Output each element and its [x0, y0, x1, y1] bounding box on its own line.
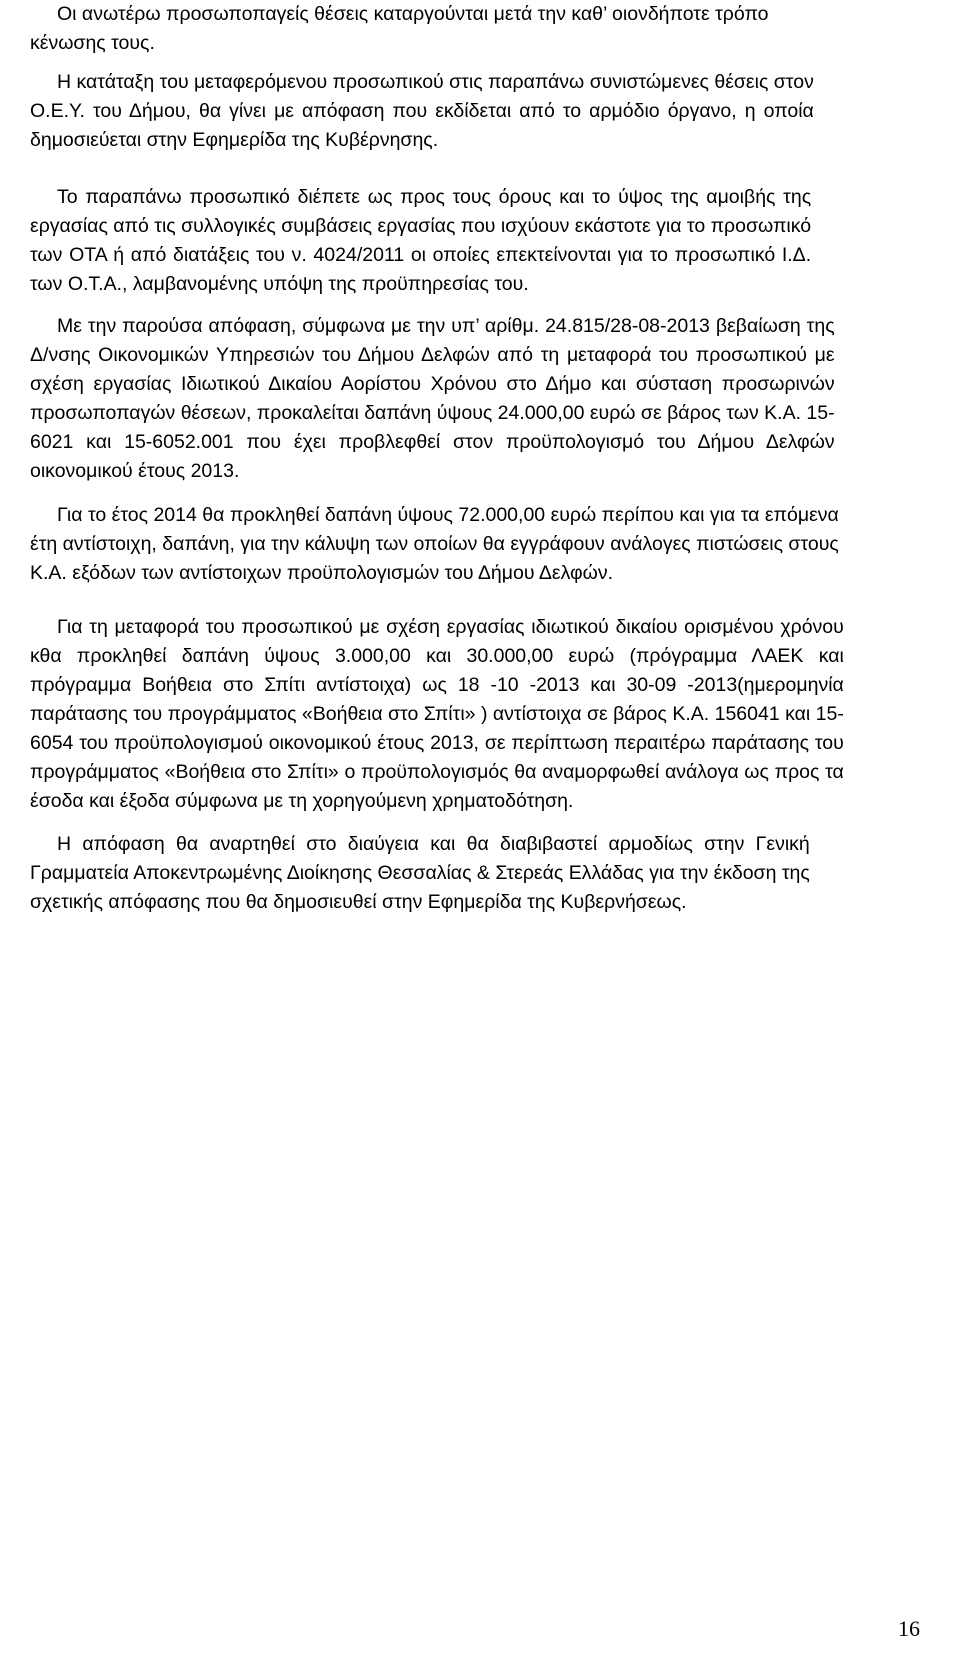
- paragraph-expenditure-2014: [30, 501, 839, 588]
- text-line: 6054 του προϋπολογισμού οικονομικού έτους 2013, σε περίπτωση περαιτέρω παράτασης του: [30, 732, 844, 754]
- paragraph-expenditure-2013: [30, 312, 835, 486]
- text-line: Η απόφαση θα αναρτηθεί στο διαύγεια και θα διαβιβαστεί αρμοδίως στην Γενική: [57, 833, 810, 855]
- text-line: προσωποπαγών θέσεων, προκαλείται δαπάνη ύψους 24.000,00 ευρώ σε βάρος των Κ.Α. 15-: [30, 402, 835, 424]
- text-line: έτη αντίστοιχη, δαπάνη, για την κάλυψη των οποίων θα εγγράφουν ανάλογες πιστώσεις στους: [30, 533, 839, 555]
- text-line: Για τη μεταφορά του προσωπικού με σχέση εργασίας ιδιωτικού δικαίου ορισμένου χρόνου: [57, 616, 844, 638]
- paragraph-employment-terms: [30, 183, 811, 299]
- text-line: Ο.Ε.Υ. του Δήμου, θα γίνει με απόφαση που εκδίδεται από το αρμόδιο όργανο, η οποία: [30, 100, 814, 122]
- text-line: προγράμματος «Βοήθεια στο Σπίτι» ο προϋπολογισμός θα αναμορφωθεί ανάλογα ως προς τα: [30, 761, 844, 783]
- page-number: 16: [898, 1616, 920, 1641]
- text-line: 6021 και 15-6052.001 που έχει προβλεφθεί στον προϋπολογισμό του Δήμου Δελφών: [30, 431, 835, 453]
- text-line: των Ο.Τ.Α., λαμβανομένης υπόψη της προϋπηρεσίας του.: [30, 273, 529, 295]
- text-line: Γραμματεία Αποκεντρωμένης Διοίκησης Θεσσαλίας & Στερεάς Ελλάδας για την έκδοση της: [30, 862, 810, 884]
- text-line: πρόγραμμα Βοήθεια στο Σπίτι αντίστοιχα) ως 18 -10 -2013 και 30-09 -2013(ημερομηνία: [30, 674, 844, 696]
- text-line: έσοδα και έξοδα σύμφωνα με τη χορηγούμενη χρηματοδότηση.: [30, 790, 574, 812]
- paragraph-publication: [30, 830, 810, 917]
- text-line: κθα προκληθεί δαπάνη ύψους 3.000,00 και 30.000,00 ευρώ (πρόγραμμα ΛΑΕΚ και: [30, 645, 844, 667]
- text-line: Κ.Α. εξόδων των αντίστοιχων προϋπολογισμών του Δήμου Δελφών.: [30, 562, 614, 584]
- paragraph-fixed-term-staff: [30, 613, 844, 816]
- text-line: Για το έτος 2014 θα προκληθεί δαπάνη ύψους 72.000,00 ευρώ περίπου και για τα επόμενα: [57, 504, 839, 526]
- text-line: Με την παρούσα απόφαση, σύμφωνα με την υπ’ αρίθμ. 24.815/28-08-2013 βεβαίωση της: [57, 315, 835, 337]
- text-line: δημοσιεύεται στην Εφημερίδα της Κυβέρνησης.: [30, 129, 439, 151]
- text-line: οικονομικού έτους 2013.: [30, 460, 240, 482]
- text-line: Η κατάταξη του μεταφερόμενου προσωπικού στις παραπάνω συνιστώμενες θέσεις στον: [57, 71, 814, 93]
- text-line: Το παραπάνω προσωπικό διέπετε ως προς τους όρους και το ύψος της αμοιβής της: [57, 186, 812, 208]
- paragraph-staff-classification: [30, 68, 814, 155]
- text-line: εργασίας από τις συλλογικές συμβάσεις εργασίας που ισχύουν εκάστοτε για το προσωπικό: [30, 215, 812, 237]
- text-line: παράτασης του προγράμματος «Βοήθεια στο Σπίτι» ) αντίστοιχα σε βάρος Κ.Α. 156041 και 15-: [30, 703, 844, 725]
- text-line: κένωσης τους.: [30, 32, 155, 54]
- text-line: των ΟΤΑ ή από διατάξεις του ν. 4024/2011 οι οποίες επεκτείνονται για το προσωπικό Ι.Δ.: [30, 244, 812, 266]
- text-line: Οι ανωτέρω προσωποπαγείς θέσεις καταργούνται μετά την καθ’ οιονδήποτε τρόπο: [57, 3, 769, 25]
- text-line: Δ/νσης Οικονομικών Υπηρεσιών του Δήμου Δελφών από τη μεταφορά του προσωπικού με: [30, 344, 835, 366]
- paragraph-abolition-of-positions: [30, 0, 768, 58]
- text-line: σχέση εργασίας Ιδιωτικού Δικαίου Αορίστου Χρόνου στο Δήμο και σύσταση προσωρινών: [30, 373, 835, 395]
- text-line: σχετικής απόφασης που θα δημοσιευθεί στην Εφημερίδα της Κυβερνήσεως.: [30, 891, 687, 913]
